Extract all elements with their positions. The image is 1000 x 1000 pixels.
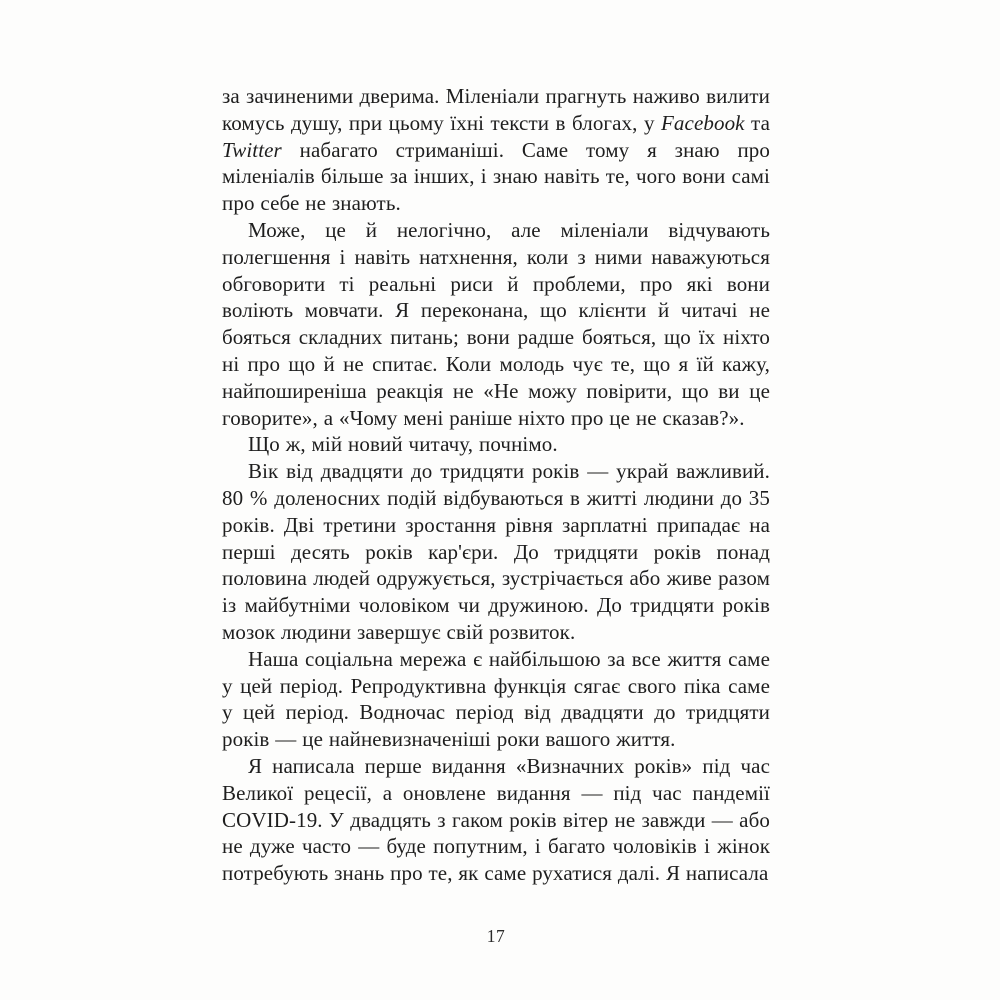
paragraph [222, 753, 770, 887]
text-segment: Наша соціальна мережа є найбільшою за все життя саме у цей період. Репродуктивна функція сягає свого піка саме у цей період. Водночас період від двадцяти до тридцяти років — це найневизначеніші роки вашого життя. [222, 646, 770, 752]
italic-text: Twitter [222, 137, 282, 162]
text-segment: Я написала перше видання «Визначних років» під час Великої рецесії, а оновлене видання — під час пандемії COVID-19. У двадцять з гаком років вітер не завжди — або не дуже часто — буде попутним, і багато чоловіків і жінок потребують знань про те, як саме рухатися далі. Я написала [222, 753, 770, 886]
paragraph [222, 431, 770, 458]
paragraph [222, 458, 770, 646]
paragraph [222, 217, 770, 431]
text-segment: за зачиненими дверима. Міленіали прагнуть наживо вилити комусь душу, при цьому їхні тексти в блогах, у [222, 84, 770, 135]
paragraph [222, 646, 770, 753]
paragraph [222, 83, 770, 217]
text-segment: Може, це й нелогічно, але міленіали відчувають полегшення і навіть натхнення, коли з ними наважуються обговорити ті реальні риси й проблеми, про які вони воліють мовчати. Я переконана, що клієнти й читачі не бояться складних питань; вони радше бояться, що їх ніхто ні про що й не спитає. Коли молодь чує те, що я їй кажу, найпоширеніша реакція не «Не можу повірити, що ви це говорите», а «Чому мені раніше ніхто про це не сказав?». [222, 217, 770, 430]
text-block [222, 83, 770, 887]
text-segment: Вік від двадцяти до тридцяти років — украй важливий. 80 % доленосних подій відбуваються в житті людини до 35 років. Дві третини зростання рівня зарплатні припадає на перші десять років кар'єри. До тридцяти років понад половина людей одружується, зустрічається або живе разом із майбутніми чоловіком чи дружиною. До тридцяти років мозок людини завершує свій розвиток. [222, 459, 770, 644]
text-segment: та [744, 110, 770, 135]
italic-text: Facebook [661, 110, 745, 135]
text-segment: набагато стриманіші. Саме тому я знаю про міленіалів більше за інших, і знаю навіть те, чого вони самі про себе не знають. [222, 137, 770, 216]
text-segment: Що ж, мій новий читачу, почнімо. [248, 432, 558, 457]
page-number: 17 [486, 926, 506, 946]
